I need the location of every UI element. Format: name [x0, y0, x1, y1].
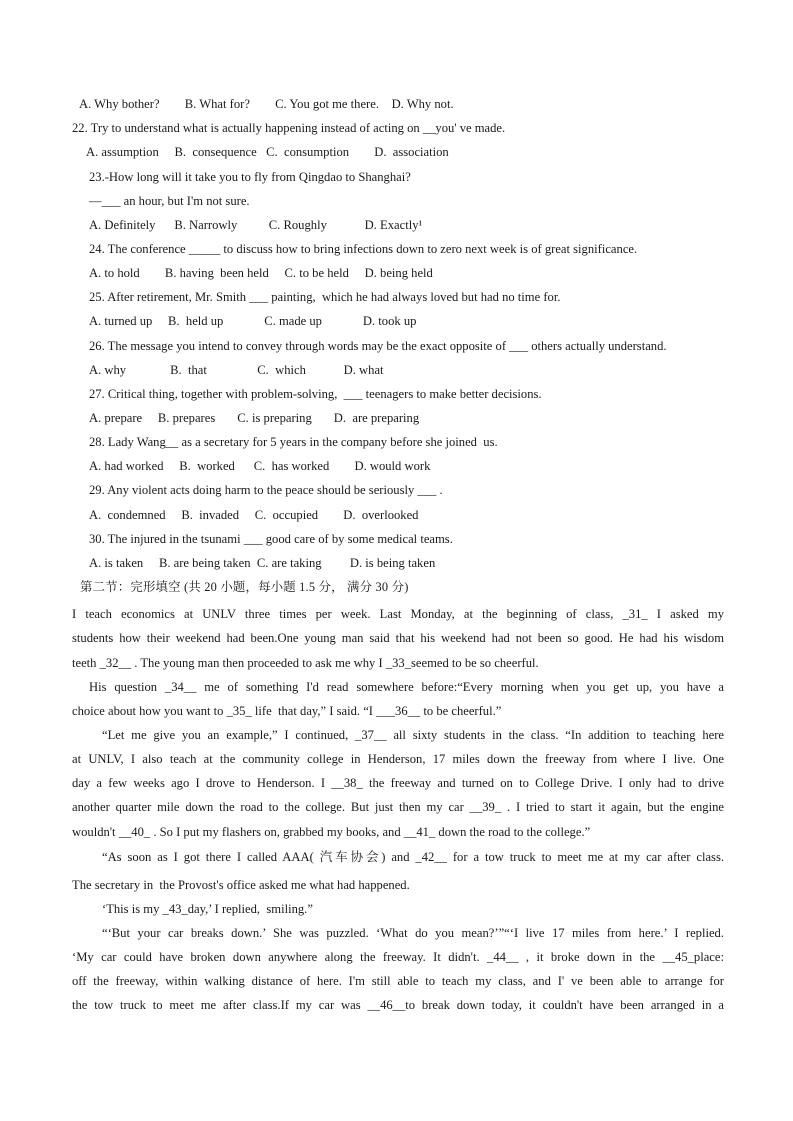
- passage-line: choice about how you want to _35_ life that day,” I said. “I ___36__ to be cheerful.”: [72, 704, 502, 718]
- passage-line: ‘My car could have broken down anywhere along the freeway. It didn't. _44__ , it broke down in the __45_place:: [72, 950, 724, 964]
- passage-line: The secretary in the Provost's office asked me what had happened.: [72, 878, 410, 892]
- q29-stem: 29. Any violent acts doing harm to the peace should be seriously ___ .: [89, 483, 443, 497]
- passage-line: I teach economics at UNLV three times per week. Last Monday, at the beginning of class, _31_ I asked my: [72, 607, 724, 621]
- passage-line: another quarter mile down the road to the college. But just then my car __39_ . I tried to start it again, but the engine: [72, 800, 724, 814]
- q27-options: A. prepare B. prepares C. is preparing D. are preparing: [89, 411, 420, 425]
- section-heading: 第二节：完形填空 (共 20 小题，每小题 1.5 分， 满分 30 分): [80, 580, 409, 594]
- passage-line: the tow truck to meet me after class.If my car was __46__to break down today, it couldn't have been arranged in a: [72, 998, 724, 1012]
- passage-line: wouldn't __40_ . So I put my flashers on, grabbed my books, and __41_ down the road to the college.”: [72, 825, 591, 839]
- q23-options: A. Definitely B. Narrowly C. Roughly D. Exactly¹: [89, 218, 423, 232]
- passage-line: off the freeway, within walking distance of here. I'm still able to teach my class, and I' ve been able to arrange for: [72, 974, 724, 988]
- passage-line: His question _34__ me of something I'd read somewhere before:“Every morning when you get up, you have a: [89, 680, 724, 694]
- passage-line: day a few weeks ago I drove to Henderson. I __38_ the freeway and turned on to College Drive. I only had to drive: [72, 776, 724, 790]
- q22-stem: 22. Try to understand what is actually happening instead of acting on __you' ve made.: [72, 121, 506, 135]
- passage-line: “As soon as I got there I called AAA( 汽车协会) and _42__ for a tow truck to meet me at my car after class.: [102, 850, 724, 864]
- passage-line: “Let me give you an example,” I continued, _37__ all sixty students in the class. “In addition to teaching here: [102, 728, 724, 742]
- q30-options: A. is taken B. are being taken C. are taking D. is being taken: [89, 556, 436, 570]
- passage-line: ‘This is my _43_day,’ I replied, smiling.”: [102, 902, 313, 916]
- q25-stem: 25. After retirement, Mr. Smith ___ painting, which he had always loved but had no time for.: [89, 290, 561, 304]
- q26-options: A. why B. that C. which D. what: [89, 363, 384, 377]
- q21-options: A. Why bother? B. What for? C. You got me there. D. Why not.: [79, 97, 454, 111]
- q22-options: A. assumption B. consequence C. consumption D. association: [86, 145, 449, 159]
- q30-stem: 30. The injured in the tsunami ___ good care of by some medical teams.: [89, 532, 453, 546]
- q26-stem: 26. The message you intend to convey through words may be the exact opposite of ___ others actually understand.: [89, 339, 667, 353]
- q23-reply: —___ an hour, but I'm not sure.: [89, 194, 250, 208]
- q23-stem: 23.-How long will it take you to fly from Qingdao to Shanghai?: [89, 170, 411, 184]
- q28-stem: 28. Lady Wang__ as a secretary for 5 years in the company before she joined us.: [89, 435, 498, 449]
- q28-options: A. had worked B. worked C. has worked D. would work: [89, 459, 431, 473]
- passage-line: “‘But your car breaks down.’ She was puzzled. ‘What do you mean?’”“‘I live 17 miles from here.’ I replied.: [102, 926, 724, 940]
- q24-stem: 24. The conference _____ to discuss how to bring infections down to zero next week is of great significance.: [89, 242, 638, 256]
- passage-line: teeth _32__ . The young man then proceeded to ask me why I _33_seemed to be so cheerful.: [72, 656, 539, 670]
- q24-options: A. to hold B. having been held C. to be held D. being held: [89, 266, 433, 280]
- q25-options: A. turned up B. held up C. made up D. took up: [89, 314, 417, 328]
- q29-options: A. condemned B. invaded C. occupied D. overlooked: [89, 508, 419, 522]
- passage-line: students how their weekend had been.One young man said that his weekend had not been so good. He had his wisdom: [72, 631, 724, 645]
- q27-stem: 27. Critical thing, together with problem-solving, ___ teenagers to make better decisions.: [89, 387, 542, 401]
- passage-line: at UNLV, I also teach at the community college in Henderson, 17 miles down the freeway from where I live. One: [72, 752, 724, 766]
